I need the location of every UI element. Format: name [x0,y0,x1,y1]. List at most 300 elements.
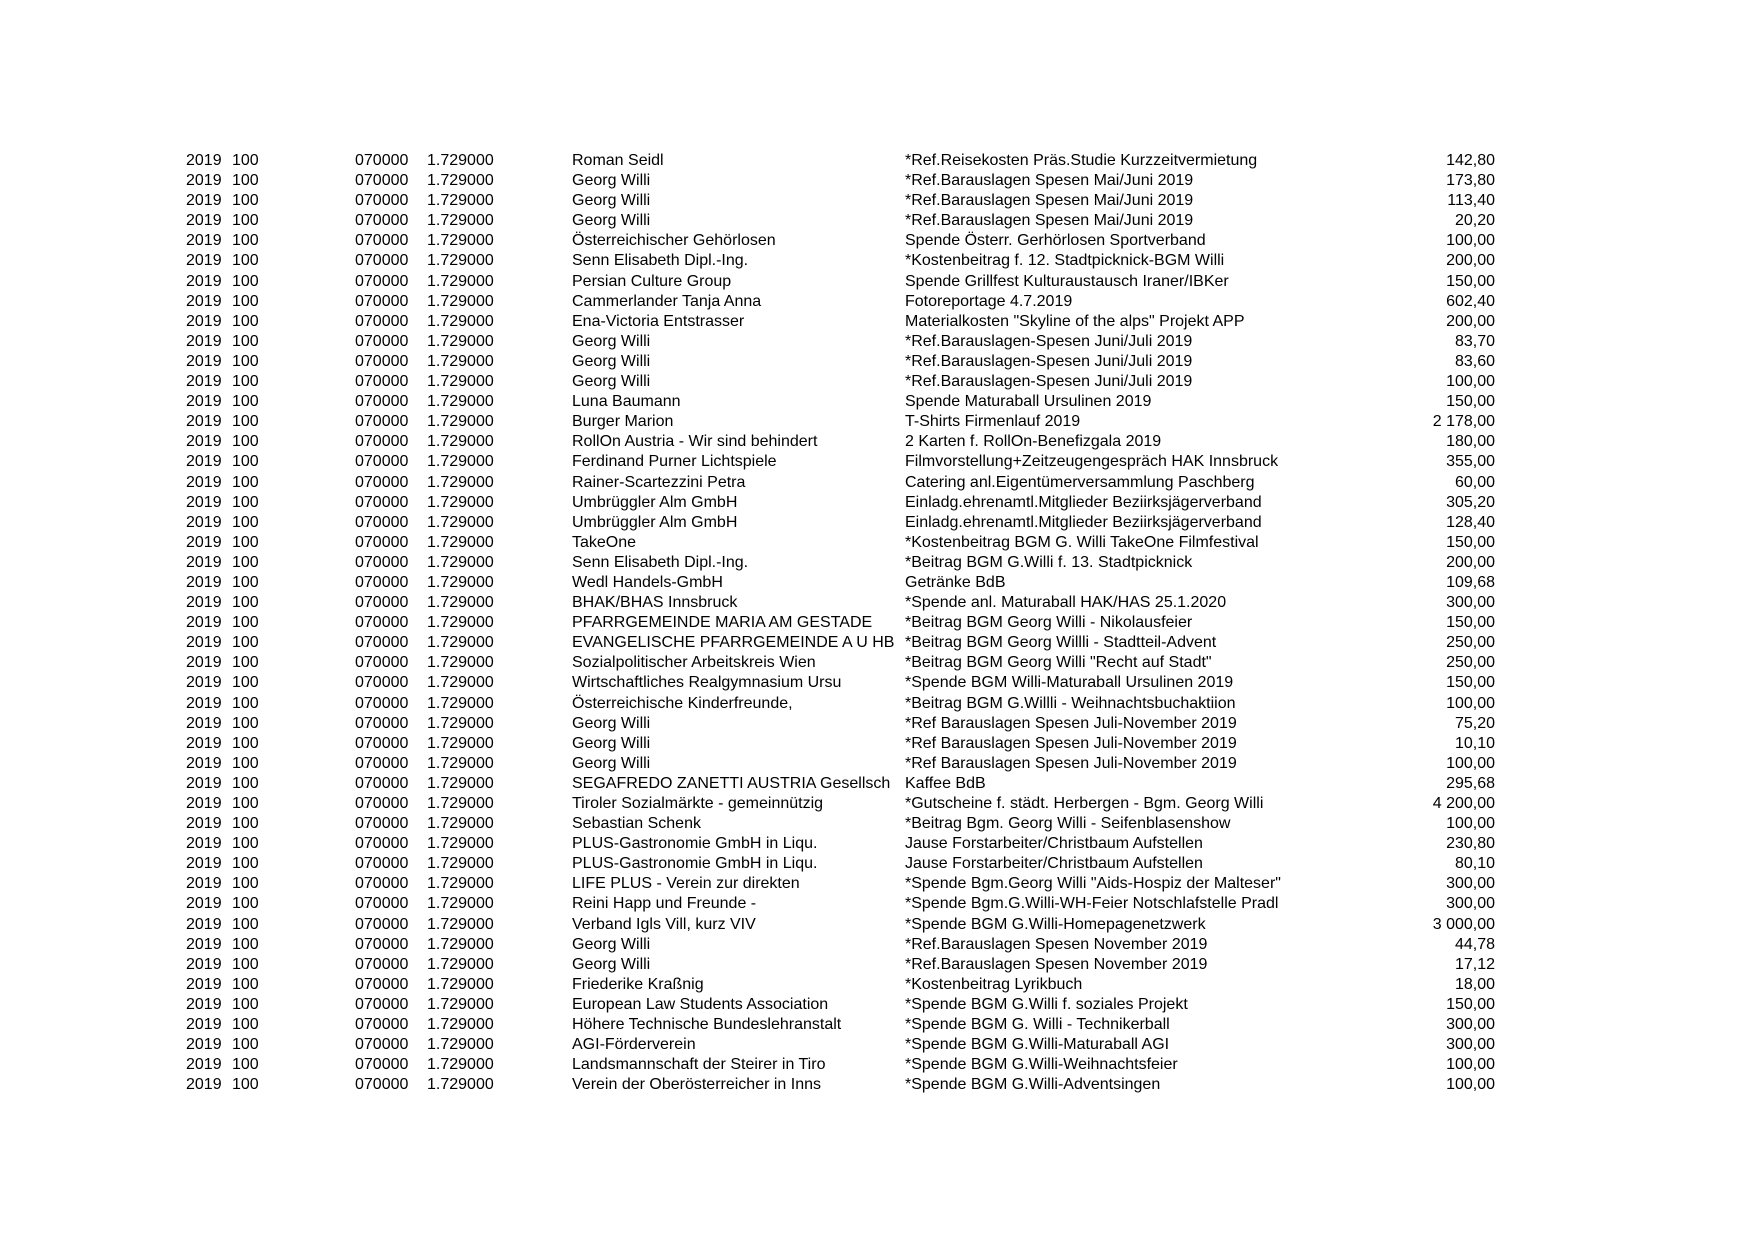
code-cell: 070000 [355,352,409,370]
year-cell: 2019 [186,513,222,531]
code-cell: 070000 [355,1016,409,1034]
account-cell: 1.729000 [427,975,494,993]
table-row [0,312,1754,332]
recipient-cell: Persian Culture Group [572,272,732,290]
recipient-cell: Österreichischer Gehörlosen [572,232,776,250]
amount-cell: 200,00 [1446,553,1495,571]
table-row [0,714,1754,734]
table-row [0,633,1754,653]
unit-cell: 100 [232,332,259,350]
amount-cell: 250,00 [1446,654,1495,672]
year-cell: 2019 [186,493,222,511]
code-cell: 070000 [355,272,409,290]
table-row [0,955,1754,975]
description-cell: *Beitrag BGM G.Willli - Weihnachtsbuchaktiion [905,694,1236,712]
unit-cell: 100 [232,393,259,411]
code-cell: 070000 [355,172,409,190]
account-cell: 1.729000 [427,252,494,270]
account-cell: 1.729000 [427,795,494,812]
code-cell: 070000 [355,754,409,772]
unit-cell: 100 [232,754,259,772]
description-cell: *Ref.Barauslagen-Spesen Juni/Juli 2019 [905,352,1193,370]
table-row [0,734,1754,754]
description-cell: *Spende BGM G.Willi-Adventsingen [905,1076,1161,1094]
year-cell: 2019 [186,795,222,812]
description-cell: *Kostenbeitrag Lyrikbuch [905,975,1083,993]
recipient-cell: BHAK/BHAS Innsbruck [572,594,738,612]
table-row [0,694,1754,714]
table-row [0,191,1754,211]
description-cell: *Ref Barauslagen Spesen Juli-November 2019 [905,754,1237,772]
recipient-cell: Senn Elisabeth Dipl.-Ing. [572,553,749,571]
recipient-cell: Cammerlander Tanja Anna [572,292,762,310]
code-cell: 070000 [355,1036,409,1054]
account-cell: 1.729000 [427,453,494,471]
year-cell: 2019 [186,935,222,953]
code-cell: 070000 [355,152,409,169]
code-cell: 070000 [355,815,409,833]
amount-cell: 3 000,00 [1432,915,1495,933]
description-cell: *Beitrag BGM Georg Willi "Recht auf Stadt" [905,654,1212,672]
unit-cell: 100 [232,955,259,973]
amount-cell: 602,40 [1446,292,1495,310]
recipient-cell: AGI-Förderverein [572,1036,696,1054]
unit-cell: 100 [232,212,259,230]
unit-cell: 100 [232,614,259,632]
amount-cell: 100,00 [1446,373,1495,391]
unit-cell: 100 [232,373,259,391]
unit-cell: 100 [232,714,259,732]
year-cell: 2019 [186,634,222,652]
recipient-cell: Wirtschaftliches Realgymnasium Ursu [572,674,842,692]
table-row [0,473,1754,493]
unit-cell: 100 [232,352,259,370]
code-cell: 070000 [355,875,409,893]
unit-cell: 100 [232,674,259,692]
description-cell: *Beitrag BGM Georg Willi - Nikolausfeier [905,614,1193,632]
description-cell: Catering anl.Eigentümerversammlung Paschberg [905,473,1255,491]
amount-cell: 83,70 [1454,332,1495,350]
description-cell: Spende Grillfest Kulturaustausch Iraner/IBKer [905,272,1229,290]
account-cell: 1.729000 [427,1076,494,1094]
code-cell: 070000 [355,835,409,853]
amount-cell: 150,00 [1446,614,1495,632]
description-cell: Filmvorstellung+Zeitzeugengespräch HAK Innsbruck [905,453,1279,471]
year-cell: 2019 [186,654,222,672]
code-cell: 070000 [355,513,409,531]
year-cell: 2019 [186,614,222,632]
account-cell: 1.729000 [427,373,494,391]
amount-cell: 4 200,00 [1432,795,1495,812]
code-cell: 070000 [355,795,409,812]
year-cell: 2019 [186,212,222,230]
description-cell: Getränke BdB [905,573,1006,591]
recipient-cell: Reini Happ und Freunde - [572,895,757,913]
unit-cell: 100 [232,252,259,270]
recipient-cell: Georg Willi [572,734,651,752]
description-cell: *Kostenbeitrag f. 12. Stadtpicknick-BGM Willi [905,252,1225,270]
year-cell: 2019 [186,1056,222,1074]
recipient-cell: Georg Willi [572,192,651,210]
description-cell: *Spende BGM G.Willi-Homepagenetzwerk [905,915,1206,933]
table-row [0,372,1754,392]
amount-cell: 355,00 [1446,453,1495,471]
code-cell: 070000 [355,955,409,973]
year-cell: 2019 [186,352,222,370]
recipient-cell: PLUS-Gastronomie GmbH in Liqu. [572,855,818,873]
table-row [0,553,1754,573]
code-cell: 070000 [355,232,409,250]
account-cell: 1.729000 [427,573,494,591]
recipient-cell: Sebastian Schenk [572,815,701,833]
code-cell: 070000 [355,252,409,270]
amount-cell: 10,10 [1454,734,1495,752]
account-cell: 1.729000 [427,754,494,772]
table-row [0,171,1754,191]
year-cell: 2019 [186,433,222,451]
code-cell: 070000 [355,935,409,953]
unit-cell: 100 [232,694,259,712]
recipient-cell: Georg Willi [572,172,651,190]
description-cell: *Ref.Barauslagen-Spesen Juni/Juli 2019 [905,373,1193,391]
amount-cell: 300,00 [1446,1036,1495,1054]
code-cell: 070000 [355,654,409,672]
year-cell: 2019 [186,332,222,350]
table-row [0,533,1754,553]
amount-cell: 150,00 [1446,533,1495,551]
recipient-cell: Österreichische Kinderfreunde, [572,694,793,712]
recipient-cell: Georg Willi [572,754,651,772]
description-cell: *Beitrag Bgm. Georg Willi - Seifenblasenshow [905,815,1231,833]
description-cell: *Spende BGM G.Willi-Maturaball AGI [905,1036,1170,1054]
year-cell: 2019 [186,915,222,933]
unit-cell: 100 [232,232,259,250]
account-cell: 1.729000 [427,312,494,330]
year-cell: 2019 [186,1076,222,1094]
code-cell: 070000 [355,553,409,571]
year-cell: 2019 [186,694,222,712]
unit-cell: 100 [232,533,259,551]
description-cell: *Spende Bgm.G.Willi-WH-Feier Notschlafstelle Pradl [905,895,1279,913]
code-cell: 070000 [355,473,409,491]
account-cell: 1.729000 [427,212,494,230]
description-cell: *Spende BGM G. Willi - Technikerball [905,1016,1170,1034]
amount-cell: 180,00 [1446,433,1495,451]
code-cell: 070000 [355,453,409,471]
amount-cell: 83,60 [1454,352,1495,370]
amount-cell: 100,00 [1446,694,1495,712]
account-cell: 1.729000 [427,935,494,953]
year-cell: 2019 [186,714,222,732]
table-row [0,211,1754,231]
account-cell: 1.729000 [427,895,494,913]
unit-cell: 100 [232,734,259,752]
amount-cell: 150,00 [1446,995,1495,1013]
account-cell: 1.729000 [427,855,494,873]
code-cell: 070000 [355,373,409,391]
year-cell: 2019 [186,594,222,612]
year-cell: 2019 [186,533,222,551]
year-cell: 2019 [186,232,222,250]
year-cell: 2019 [186,172,222,190]
account-cell: 1.729000 [427,192,494,210]
amount-cell: 100,00 [1446,232,1495,250]
year-cell: 2019 [186,875,222,893]
table-row [0,794,1754,814]
code-cell: 070000 [355,573,409,591]
description-cell: *Ref.Barauslagen Spesen November 2019 [905,935,1208,953]
table-row [0,854,1754,874]
year-cell: 2019 [186,573,222,591]
description-cell: *Ref Barauslagen Spesen Juli-November 2019 [905,734,1237,752]
account-cell: 1.729000 [427,332,494,350]
recipient-cell: Tiroler Sozialmärkte - gemeinnützig [572,795,824,812]
unit-cell: 100 [232,433,259,451]
account-cell: 1.729000 [427,473,494,491]
code-cell: 070000 [355,995,409,1013]
recipient-cell: Verein der Oberösterreicher in Inns [572,1076,822,1094]
code-cell: 070000 [355,292,409,310]
table-row [0,995,1754,1015]
unit-cell: 100 [232,553,259,571]
recipient-cell: Landsmannschaft der Steirer in Tiro [572,1056,826,1074]
account-cell: 1.729000 [427,614,494,632]
amount-cell: 60,00 [1454,473,1495,491]
year-cell: 2019 [186,955,222,973]
unit-cell: 100 [232,975,259,993]
recipient-cell: Höhere Technische Bundeslehranstalt [572,1016,842,1034]
code-cell: 070000 [355,774,409,792]
unit-cell: 100 [232,1036,259,1054]
description-cell: *Spende BGM G.Willi-Weihnachtsfeier [905,1056,1178,1074]
table-row [0,151,1754,171]
recipient-cell: Ena-Victoria Entstrasser [572,312,745,330]
account-cell: 1.729000 [427,774,494,792]
recipient-cell: RollOn Austria - Wir sind behindert [572,433,818,451]
unit-cell: 100 [232,1076,259,1094]
year-cell: 2019 [186,553,222,571]
table-row [0,894,1754,914]
table-row [0,653,1754,673]
code-cell: 070000 [355,433,409,451]
description-cell: Einladg.ehrenamtl.Mitglieder Beziirksjägerverband [905,493,1262,511]
unit-cell: 100 [232,272,259,290]
account-cell: 1.729000 [427,493,494,511]
code-cell: 070000 [355,614,409,632]
code-cell: 070000 [355,192,409,210]
description-cell: *Gutscheine f. städt. Herbergen - Bgm. Georg Willi [905,795,1264,812]
year-cell: 2019 [186,975,222,993]
amount-cell: 20,20 [1454,212,1495,230]
account-cell: 1.729000 [427,875,494,893]
amount-cell: 300,00 [1446,1016,1495,1034]
year-cell: 2019 [186,453,222,471]
account-cell: 1.729000 [427,292,494,310]
account-cell: 1.729000 [427,654,494,672]
account-cell: 1.729000 [427,815,494,833]
table-row [0,412,1754,432]
description-cell: *Ref.Barauslagen Spesen Mai/Juni 2019 [905,212,1194,230]
table-row [0,573,1754,593]
amount-cell: 2 178,00 [1432,413,1495,431]
description-cell: T-Shirts Firmenlauf 2019 [905,413,1081,431]
description-cell: Fotoreportage 4.7.2019 [905,292,1073,310]
amount-cell: 305,20 [1446,493,1495,511]
amount-cell: 18,00 [1454,975,1495,993]
recipient-cell: Georg Willi [572,373,651,391]
unit-cell: 100 [232,453,259,471]
amount-cell: 150,00 [1446,674,1495,692]
account-cell: 1.729000 [427,714,494,732]
account-cell: 1.729000 [427,1016,494,1034]
recipient-cell: PFARRGEMEINDE MARIA AM GESTADE [572,614,873,632]
account-cell: 1.729000 [427,1036,494,1054]
unit-cell: 100 [232,292,259,310]
account-cell: 1.729000 [427,694,494,712]
recipient-cell: Friederike Kraßnig [572,975,704,993]
table-row [0,432,1754,452]
table-row [0,673,1754,693]
description-cell: *Ref.Barauslagen Spesen November 2019 [905,955,1208,973]
unit-cell: 100 [232,493,259,511]
amount-cell: 100,00 [1446,1076,1495,1094]
code-cell: 070000 [355,714,409,732]
table-row [0,874,1754,894]
account-cell: 1.729000 [427,393,494,411]
amount-cell: 100,00 [1446,754,1495,772]
description-cell: Spende Österr. Gerhörlosen Sportverband [905,232,1206,250]
description-cell: *Ref Barauslagen Spesen Juli-November 2019 [905,714,1237,732]
description-cell: *Spende Bgm.Georg Willi "Aids-Hospiz der Malteser" [905,875,1281,893]
amount-cell: 100,00 [1446,1056,1495,1074]
year-cell: 2019 [186,855,222,873]
year-cell: 2019 [186,774,222,792]
account-cell: 1.729000 [427,352,494,370]
table-row [0,292,1754,312]
account-cell: 1.729000 [427,594,494,612]
recipient-cell: Burger Marion [572,413,674,431]
table-row [0,392,1754,412]
description-cell: *Ref.Reisekosten Präs.Studie Kurzzeitvermietung [905,152,1258,169]
description-cell: Kaffee BdB [905,774,986,792]
description-cell: *Spende anl. Maturaball HAK/HAS 25.1.2020 [905,594,1227,612]
recipient-cell: Luna Baumann [572,393,681,411]
account-cell: 1.729000 [427,553,494,571]
unit-cell: 100 [232,774,259,792]
recipient-cell: Sozialpolitischer Arbeitskreis Wien [572,654,816,672]
unit-cell: 100 [232,1056,259,1074]
unit-cell: 100 [232,915,259,933]
year-cell: 2019 [186,835,222,853]
recipient-cell: Umbrüggler Alm GmbH [572,493,738,511]
amount-cell: 300,00 [1446,895,1495,913]
table-row [0,814,1754,834]
unit-cell: 100 [232,895,259,913]
unit-cell: 100 [232,995,259,1013]
ledger-table [0,151,1754,1095]
recipient-cell: Senn Elisabeth Dipl.-Ing. [572,252,749,270]
amount-cell: 200,00 [1446,252,1495,270]
recipient-cell: Georg Willi [572,212,651,230]
unit-cell: 100 [232,312,259,330]
unit-cell: 100 [232,513,259,531]
account-cell: 1.729000 [427,433,494,451]
recipient-cell: Roman Seidl [572,152,664,169]
table-row [0,834,1754,854]
year-cell: 2019 [186,815,222,833]
table-row [0,251,1754,271]
unit-cell: 100 [232,875,259,893]
account-cell: 1.729000 [427,734,494,752]
recipient-cell: Wedl Handels-GmbH [572,573,723,591]
table-row [0,513,1754,533]
unit-cell: 100 [232,573,259,591]
table-row [0,231,1754,251]
account-cell: 1.729000 [427,1056,494,1074]
account-cell: 1.729000 [427,634,494,652]
table-row [0,332,1754,352]
description-cell: *Spende BGM Willi-Maturaball Ursulinen 2019 [905,674,1234,692]
amount-cell: 173,80 [1446,172,1495,190]
amount-cell: 113,40 [1447,192,1495,210]
unit-cell: 100 [232,172,259,190]
account-cell: 1.729000 [427,232,494,250]
account-cell: 1.729000 [427,674,494,692]
recipient-cell: Umbrüggler Alm GmbH [572,513,738,531]
account-cell: 1.729000 [427,272,494,290]
code-cell: 070000 [355,493,409,511]
description-cell: *Ref.Barauslagen Spesen Mai/Juni 2019 [905,192,1194,210]
unit-cell: 100 [232,935,259,953]
recipient-cell: Georg Willi [572,714,651,732]
description-cell: *Spende BGM G.Willi f. soziales Projekt [905,995,1188,1013]
code-cell: 070000 [355,393,409,411]
code-cell: 070000 [355,212,409,230]
code-cell: 070000 [355,1076,409,1094]
description-cell: *Beitrag BGM Georg Willli - Stadtteil-Advent [905,634,1217,652]
unit-cell: 100 [232,152,259,169]
amount-cell: 250,00 [1446,634,1495,652]
unit-cell: 100 [232,835,259,853]
year-cell: 2019 [186,373,222,391]
description-cell: 2 Karten f. RollOn-Benefizgala 2019 [905,433,1162,451]
account-cell: 1.729000 [427,513,494,531]
amount-cell: 300,00 [1446,594,1495,612]
year-cell: 2019 [186,192,222,210]
amount-cell: 17,12 [1454,955,1495,973]
amount-cell: 100,00 [1446,815,1495,833]
recipient-cell: Georg Willi [572,955,651,973]
year-cell: 2019 [186,1016,222,1034]
table-row [0,774,1754,794]
amount-cell: 44,78 [1454,935,1495,953]
amount-cell: 300,00 [1446,875,1495,893]
description-cell: *Beitrag BGM G.Willi f. 13. Stadtpicknick [905,553,1193,571]
recipient-cell: European Law Students Association [572,995,829,1013]
recipient-cell: Verband Igls Vill, kurz VIV [572,915,756,933]
amount-cell: 142,80 [1446,152,1495,169]
amount-cell: 75,20 [1454,714,1495,732]
account-cell: 1.729000 [427,915,494,933]
year-cell: 2019 [186,895,222,913]
year-cell: 2019 [186,152,222,169]
description-cell: *Ref.Barauslagen-Spesen Juni/Juli 2019 [905,332,1193,350]
unit-cell: 100 [232,413,259,431]
code-cell: 070000 [355,694,409,712]
code-cell: 070000 [355,855,409,873]
year-cell: 2019 [186,1036,222,1054]
unit-cell: 100 [232,855,259,873]
